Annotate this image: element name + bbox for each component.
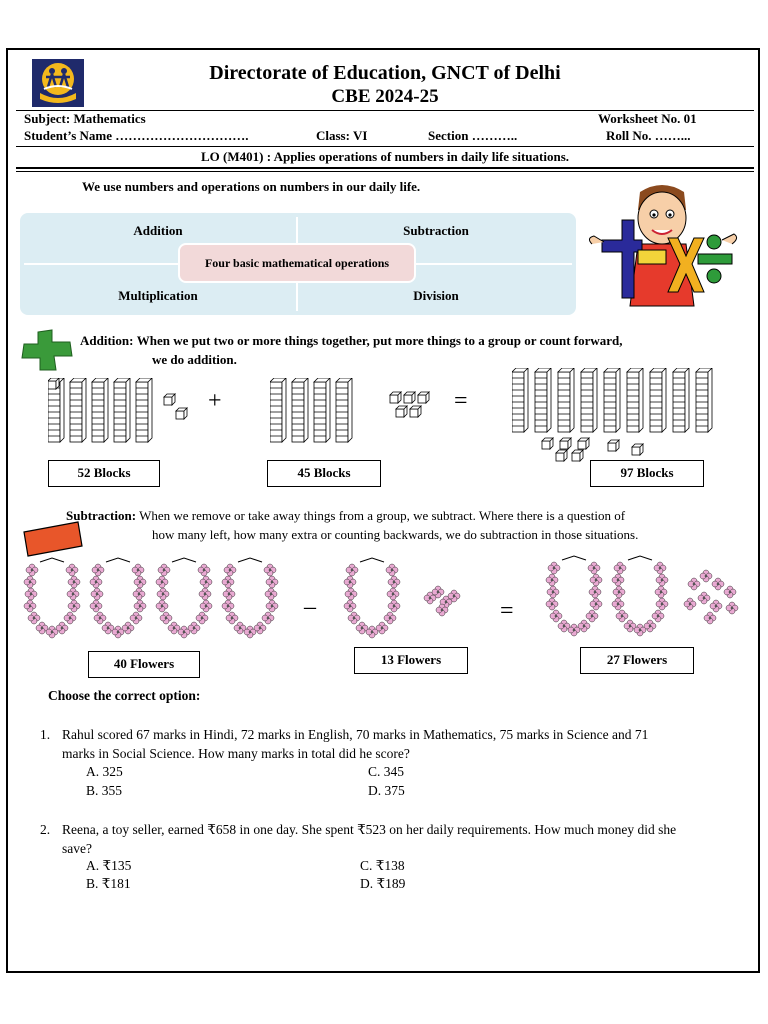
blocks-97: [512, 368, 722, 463]
minus-sign: –: [304, 594, 316, 620]
page-subtitle: CBE 2024-25: [331, 86, 439, 107]
q1-option-c[interactable]: C. 345: [368, 764, 405, 779]
op-multiplication: Multiplication: [118, 288, 198, 303]
student-name-field: Student’s Name ………………………….: [24, 128, 249, 143]
op-subtraction: Subtraction: [403, 223, 469, 238]
label-45-blocks: 45 Blocks: [267, 460, 381, 487]
plus-icon: [20, 328, 74, 372]
question-2-text-cont: save?: [62, 841, 92, 856]
page-title: Directorate of Education, GNCT of Delhi: [209, 62, 561, 84]
choose-heading: Choose the correct option:: [48, 688, 201, 703]
label-52-blocks: 52 Blocks: [48, 460, 160, 487]
divider: [16, 167, 754, 169]
label-27-flowers: 27 Flowers: [580, 647, 694, 674]
roll-number-field: Roll No. ……...: [606, 128, 691, 143]
subtraction-definition-cont: how many left, how many extra or counting backwards, we do subtraction in those situations.: [152, 527, 639, 542]
subtraction-definition: Subtraction: When we remove or take away things from a group, we subtract. Where there is a question of: [66, 508, 626, 523]
garlands-40-flowers: [22, 556, 286, 646]
operations-center-label: Four basic mathematical operations: [178, 243, 416, 283]
blocks-45: [270, 378, 440, 446]
question-1-text: Rahul scored 67 marks in Hindi, 72 marks in English, 70 marks in Mathematics, 75 marks in Science and 71: [62, 727, 649, 742]
question-1-text-cont: marks in Social Science. How many marks in total did he score?: [62, 746, 410, 761]
divider: [16, 171, 754, 172]
op-addition: Addition: [133, 223, 183, 238]
plus-sign: +: [208, 388, 222, 414]
q1-option-d[interactable]: D. 375: [368, 783, 405, 798]
worksheet-number: Worksheet No. 01: [598, 111, 697, 126]
garlands-27-flowers: [544, 554, 748, 646]
q2-option-a[interactable]: A. ₹135: [86, 858, 132, 873]
operations-panel: [20, 213, 576, 315]
subject-label: Subject: Mathematics: [24, 111, 146, 126]
q2-option-c[interactable]: C. ₹138: [360, 858, 405, 873]
q2-option-b[interactable]: B. ₹181: [86, 876, 131, 891]
addition-label: Addition:: [80, 333, 134, 348]
question-1-number: 1.: [40, 727, 51, 742]
section-field: Section ………..: [428, 128, 518, 143]
question-2-number: 2.: [40, 822, 51, 837]
divider: [16, 146, 754, 147]
question-2-text: Reena, a toy seller, earned ₹658 in one day. She spent ₹523 on her daily requirements. How much money did she: [62, 822, 677, 837]
equals-sign: =: [500, 598, 514, 624]
label-13-flowers: 13 Flowers: [354, 647, 468, 674]
worksheet-page: [6, 48, 760, 973]
boy-operators-illustration: [582, 180, 742, 310]
minus-icon: [22, 520, 84, 560]
label-97-blocks: 97 Blocks: [590, 460, 704, 487]
addition-definition-cont: we do addition.: [152, 352, 237, 367]
subtraction-label: Subtraction:: [66, 508, 137, 523]
op-division: Division: [413, 288, 459, 303]
blocks-52: [48, 378, 198, 446]
learning-outcome: LO (M401) : Applies operations of numbers in daily life situations.: [201, 149, 569, 164]
class-label: Class: VI: [316, 128, 368, 143]
garland-13-flowers: [342, 556, 472, 646]
intro-text: We use numbers and operations on numbers in our daily life.: [82, 179, 421, 194]
q1-option-a[interactable]: A. 325: [86, 764, 123, 779]
q2-option-d[interactable]: D. ₹189: [360, 876, 406, 891]
equals-sign: =: [454, 388, 468, 414]
label-40-flowers: 40 Flowers: [88, 651, 200, 678]
addition-definition: Addition: When we put two or more things together, put more things to a group or count forward,: [80, 333, 623, 348]
q1-option-b[interactable]: B. 355: [86, 783, 123, 798]
